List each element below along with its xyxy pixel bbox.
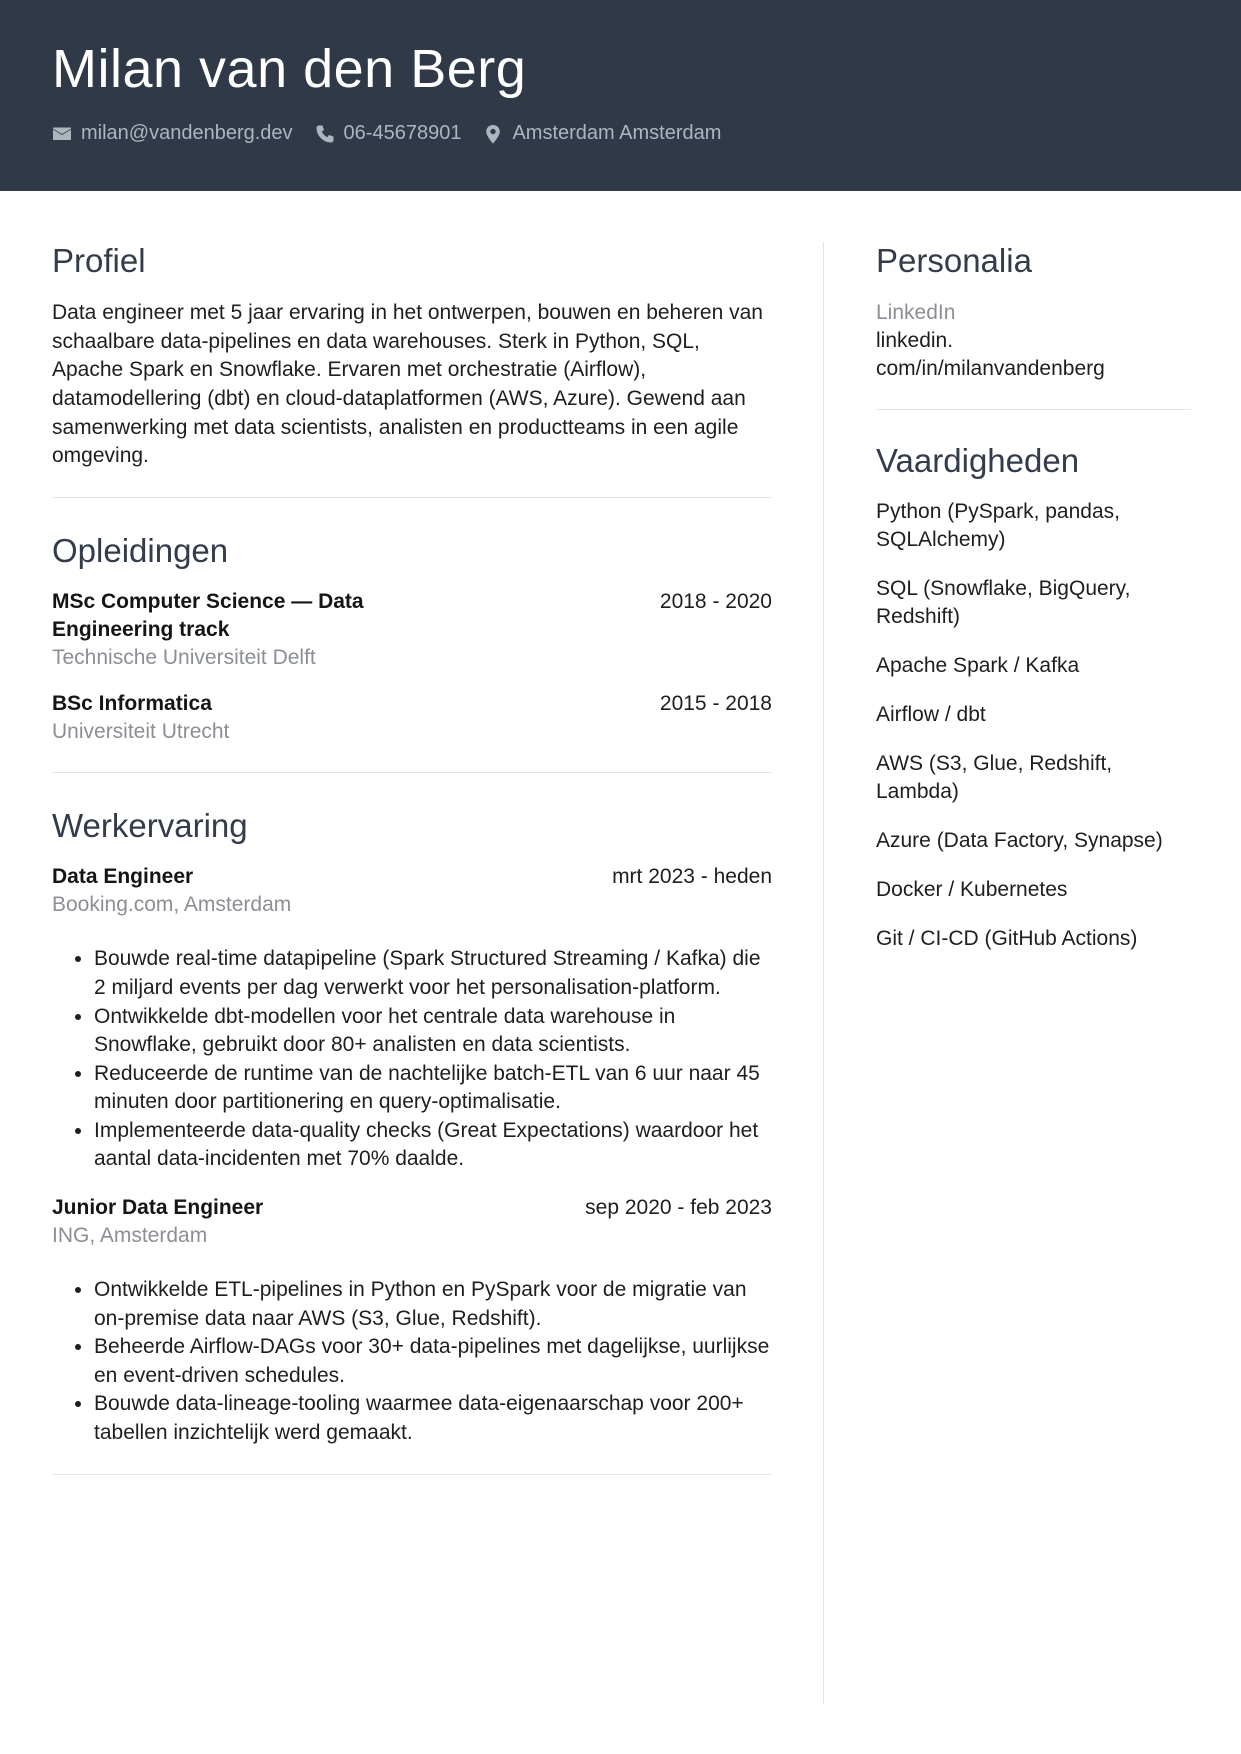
job-entry <box>52 863 772 1174</box>
linkedin-label: LinkedIn <box>876 301 956 325</box>
resume-header <box>0 0 1241 191</box>
institution: Universiteit Utrecht <box>52 720 230 744</box>
job-bullets <box>52 945 772 1174</box>
job-dates: mrt 2023 - heden <box>612 865 772 889</box>
skill-item: AWS (S3, Glue, Redshift, Lambda) <box>876 751 1113 803</box>
bullet-item: • Bouwde data-lineage-tooling waarmee data-eigenaarschap voor 200+ tabellen inzichtelijk werd gemaakt. <box>94 1390 772 1447</box>
job-dates: sep 2020 - feb 2023 <box>585 1196 772 1220</box>
contact-email <box>52 122 293 145</box>
contact-bar <box>52 122 743 145</box>
job-title: Data Engineer <box>52 865 194 889</box>
institution: Technische Universiteit Delft <box>52 646 316 670</box>
profile-heading: Profiel <box>52 242 146 279</box>
job-company: Booking.com, Amsterdam <box>52 893 292 917</box>
main-column <box>52 240 772 1507</box>
skill-item: Azure (Data Factory, Synapse) <box>876 828 1163 852</box>
location-text: Amsterdam Amsterdam <box>512 122 722 144</box>
skills-heading: Vaardigheden <box>876 442 1080 480</box>
education-heading: Opleidingen <box>52 531 229 569</box>
bullet-item: • Implementeerde data-quality checks (Great Expectations) waardoor het aantal data-incidenten met 70% daalde. <box>94 1117 772 1174</box>
skills-section <box>876 440 1191 952</box>
education-section <box>52 530 772 746</box>
skills-list <box>876 498 1191 953</box>
bullet-item: • Ontwikkelde dbt-modellen voor het centrale data warehouse in Snowflake, gebruikt door 80+ analisten en data scientists. <box>94 1003 772 1060</box>
phone-icon <box>315 124 335 144</box>
candidate-name: Milan van den Berg <box>52 39 527 99</box>
skill-item: Docker / Kubernetes <box>876 877 1068 901</box>
bullet-item: • Ontwikkelde ETL-pipelines in Python en PySpark voor de migratie van on-premise data naar AWS (S3, Glue, Redshift). <box>94 1276 772 1333</box>
degree-dates: 2015 - 2018 <box>659 692 772 716</box>
bullet-item: • Beheerde Airflow-DAGs voor 30+ data-pipelines met dagelijkse, uurlijkse en event-driven schedules. <box>94 1333 772 1390</box>
job-company: ING, Amsterdam <box>52 1224 208 1248</box>
column-divider <box>823 242 824 1704</box>
profile-section <box>52 240 772 471</box>
skill-item: Airflow / dbt <box>876 702 986 726</box>
email-text: milan@vandenberg.dev <box>81 122 293 144</box>
personalia-section <box>876 240 1191 383</box>
experience-section <box>52 805 772 1448</box>
skill-item: Apache Spark / Kafka <box>876 653 1080 677</box>
contact-location <box>483 122 721 145</box>
profile-text: Data engineer met 5 jaar ervaring in het ontwerpen, bouwen en beheren van schaalbare data-pipelines en data warehouses. Sterk in Python, SQL, Apache Spark en Snowflake. Ervaren met orchestratie (Airflow), datamodellering (dbt) en cloud-dataplatformen (AWS, Azure). Gewend aan samenwerking met data scientists, analisten en productteams in een agile omgeving. <box>52 301 763 468</box>
section-divider <box>52 1474 772 1475</box>
personalia-heading: Personalia <box>876 242 1032 279</box>
section-divider <box>52 497 772 498</box>
skill-item: SQL (Snowflake, BigQuery, Redshift) <box>876 576 1131 628</box>
linkedin-value-line-1: linkedin. <box>876 329 954 353</box>
degree-title: BSc Informatica <box>52 692 212 716</box>
linkedin-value-line-2: com/in/milanvandenberg <box>876 357 1105 381</box>
degree-dates: 2018 - 2020 <box>659 590 772 614</box>
map-pin-icon <box>483 124 503 144</box>
bullet-item: • Reduceerde de runtime van de nachtelijke batch-ETL van 6 uur naar 45 minuten door partitionering en query-optimalisatie. <box>94 1060 772 1117</box>
degree-title: MSc Computer Science — Data Engineering track <box>52 590 364 642</box>
job-entry <box>52 1194 772 1448</box>
education-entry <box>52 588 772 672</box>
bullet-item: • Bouwde real-time datapipeline (Spark Structured Streaming / Kafka) die 2 miljard events per dag verwerkt voor het personalisation-platform. <box>94 945 772 1002</box>
envelope-icon <box>52 124 72 144</box>
section-divider <box>52 772 772 773</box>
sidebar-column <box>876 240 1191 974</box>
contact-phone <box>315 122 462 145</box>
phone-text: 06-45678901 <box>343 122 462 144</box>
education-entry <box>52 690 772 746</box>
job-bullets <box>52 1276 772 1448</box>
job-title: Junior Data Engineer <box>52 1196 264 1220</box>
section-divider <box>876 409 1191 410</box>
experience-heading: Werkervaring <box>52 807 248 845</box>
skill-item: Git / CI-CD (GitHub Actions) <box>876 926 1138 950</box>
skill-item: Python (PySpark, pandas, SQLAlchemy) <box>876 499 1120 551</box>
